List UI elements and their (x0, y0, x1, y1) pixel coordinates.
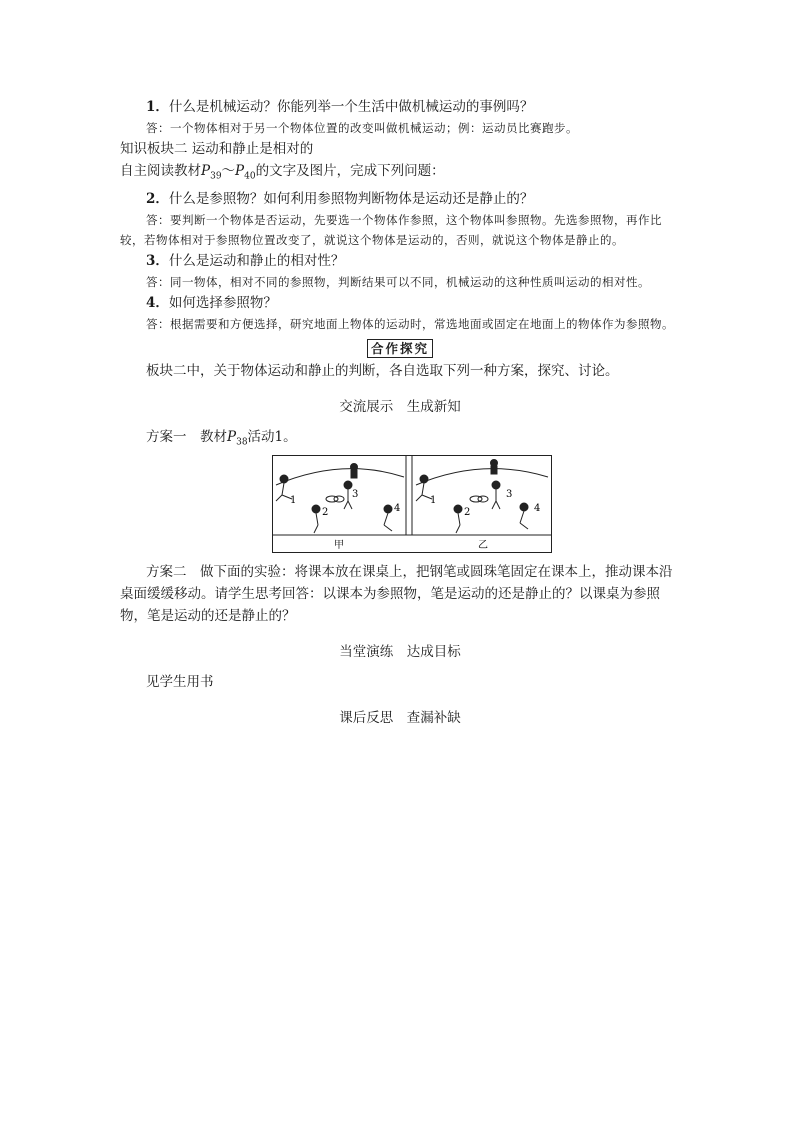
person-number-4: 4 (394, 503, 401, 515)
person-number-4: 4 (534, 503, 541, 515)
badge-wrapper (120, 338, 680, 358)
heading-practice: 当堂演练 达成目标 (339, 644, 461, 661)
question-text: 什么是机械运动？你能列举一个生活中做机械运动的事例吗？ (168, 99, 534, 115)
answer-4: 答：根据需要和方便选择，研究地面上物体的运动时，常选地面或固定在地面上的物体作为参照物。 (146, 316, 674, 331)
cooperative-inquiry-badge: 合作探究 (367, 339, 433, 358)
answer-1: 答：一个物体相对于另一个物体位置的改变叫做机械运动；例：运动员比赛跑步。 (146, 121, 578, 135)
track-curve-left (276, 469, 404, 485)
document-page (120, 96, 680, 729)
question-text: 如何选择参照物？ (168, 294, 277, 311)
person-number-3: 3 (352, 489, 359, 501)
question-number: 3． (146, 252, 169, 269)
reading-suffix: 的文字及图片，完成下列问题： (255, 163, 445, 179)
page-letter: P (227, 428, 237, 445)
page-start: 39 (210, 171, 222, 182)
figure-label-right: 乙 (478, 540, 488, 552)
person-number-1: 1 (430, 495, 437, 507)
see-student-book: 见学生用书 (146, 674, 214, 691)
question-text: 什么是参照物？如何利用参照物判断物体是运动还是静止的？ (168, 190, 534, 207)
heading-reflection: 课后反思 查漏补缺 (339, 710, 461, 727)
activity-figure (272, 455, 552, 553)
question-1 (120, 96, 680, 118)
question-number: 4． (146, 294, 169, 311)
question-number: 2． (146, 190, 169, 207)
tilde: ～ (221, 163, 236, 179)
person-number-2: 2 (322, 507, 329, 519)
answer-2: 答：要判断一个物体是否运动，先要选一个物体作参照，这个物体叫参照物。先选参照物，再作比较，若物体相对于参照物位置改变了，就说这个物体是运动的，否则，就说这个物体是静止的。 (120, 212, 662, 247)
inquiry-intro: 板块二中，关于物体运动和静止的判断，各自选取下列一种方案，探究、讨论。 (146, 362, 619, 379)
question-4 (120, 292, 680, 314)
plan-1-prefix: 方案一 教材 (146, 428, 227, 445)
question-3 (120, 250, 680, 272)
section-2-title: 知识板块二 运动和静止是相对的 (120, 141, 314, 157)
question-text: 什么是运动和静止的相对性？ (168, 252, 345, 269)
plan-1 (120, 426, 680, 454)
activity-illustration (272, 455, 552, 553)
question-2 (120, 188, 680, 210)
page-letter: P (201, 163, 211, 179)
reading-instruction (120, 160, 680, 188)
heading-exchange: 交流展示 生成新知 (339, 398, 461, 415)
track-curve-right (416, 469, 548, 485)
plan-1-suffix: 活动1。 (247, 428, 297, 445)
person-number-2: 2 (464, 507, 471, 519)
person-number-1: 1 (290, 495, 297, 507)
figure-label-left: 甲 (334, 540, 344, 552)
plan-2: 方案二 做下面的实验：将课本放在课桌上，把钢笔或圆珠笔固定在课本上，推动课本沿桌面缓缓移动。请学生思考回答：以课本为参照物，笔是运动的还是静止的？以课桌为参照物，笔是运动的还是静止的？ (120, 564, 673, 625)
plan-1-page: 38 (236, 437, 248, 448)
person-number-3: 3 (506, 489, 513, 501)
answer-3: 答：同一物体，相对不同的参照物，判断结果可以不同，机械运动的这种性质叫运动的相对性。 (146, 274, 650, 289)
page-end: 40 (244, 171, 256, 182)
question-number: 1． (146, 99, 169, 115)
reading-prefix: 自主阅读教材 (120, 163, 201, 179)
page-letter: P (235, 163, 245, 179)
